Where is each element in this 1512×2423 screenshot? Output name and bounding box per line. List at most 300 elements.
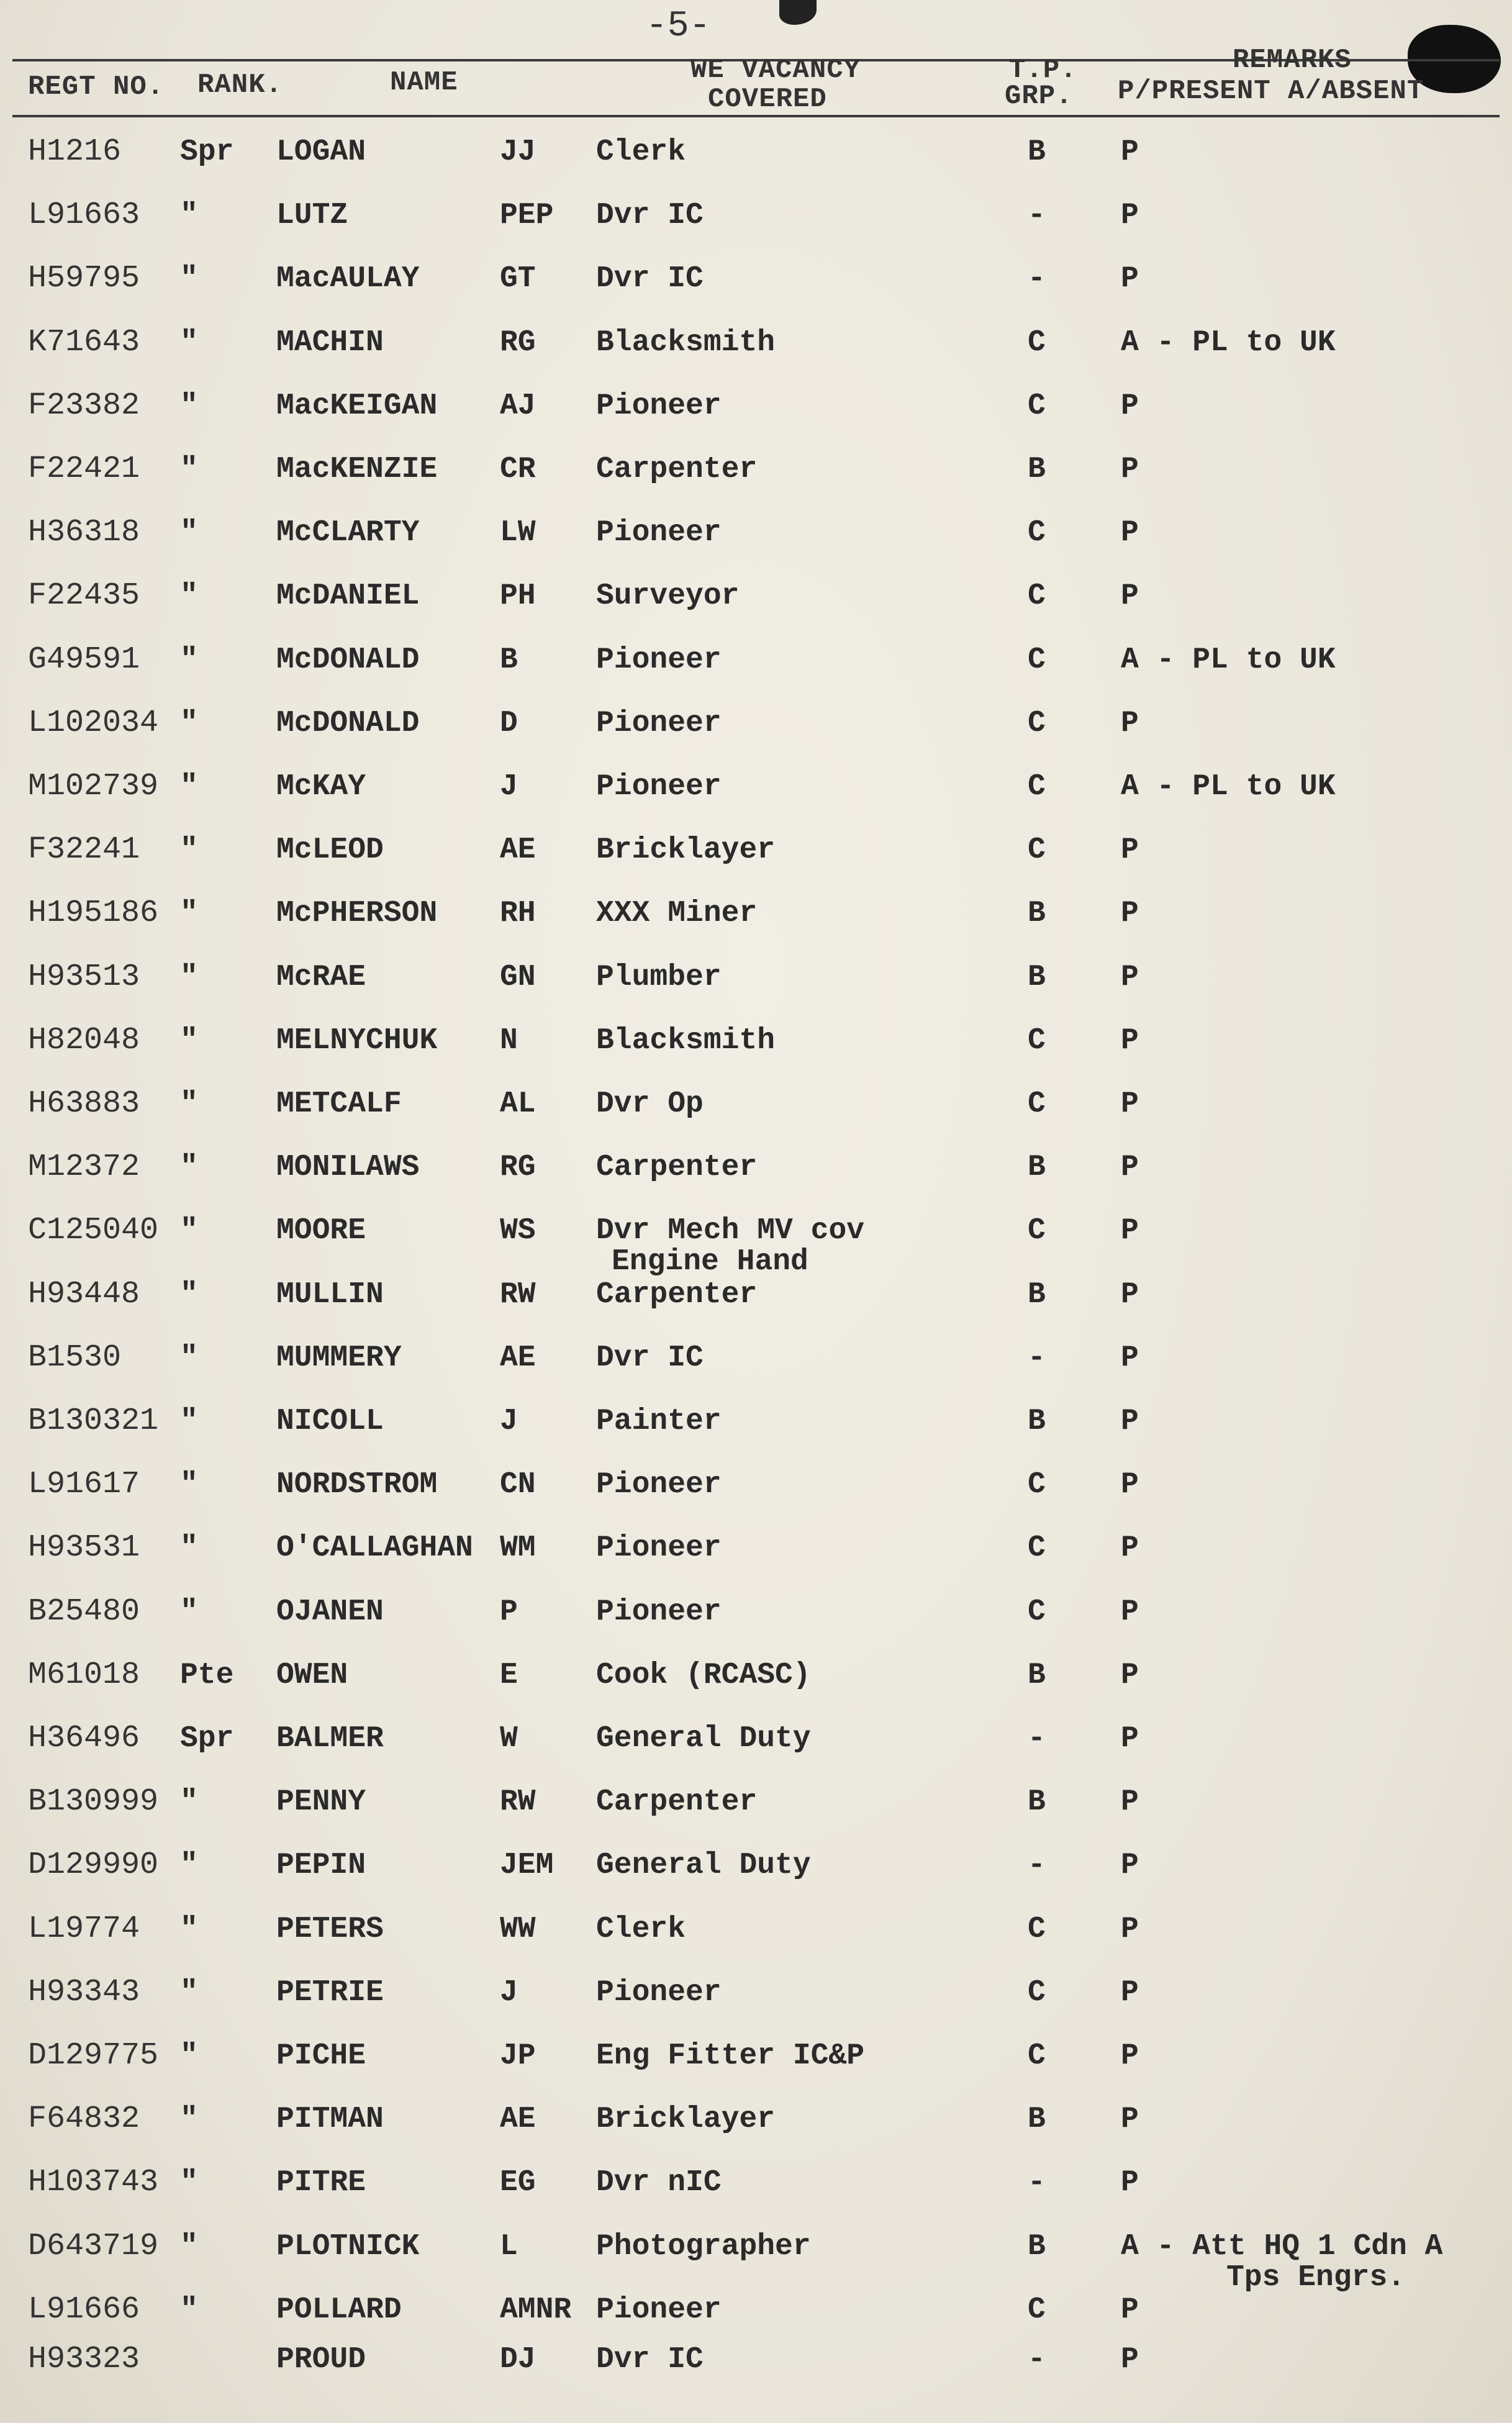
table-row [0, 324, 1512, 386]
tp-group: C [1028, 516, 1046, 550]
rank: " [180, 1151, 198, 1185]
rank: " [180, 1087, 198, 1121]
regt-no: H93323 [28, 2341, 140, 2377]
table-row [0, 641, 1512, 704]
tp-group: C [1028, 389, 1046, 423]
vacancy-covered: Dvr Op [596, 1087, 704, 1121]
surname: LUTZ [276, 199, 348, 233]
tp-group: B [1028, 1277, 1046, 1311]
vacancy-covered: General Duty [596, 1849, 811, 1883]
surname: MONILAWS [276, 1151, 420, 1185]
initials: RG [500, 1151, 536, 1185]
rank: " [180, 1595, 198, 1629]
initials: JEM [500, 1849, 554, 1883]
vacancy-covered: Pioneer [596, 516, 722, 550]
initials: AMNR [500, 2293, 572, 2327]
header-name: NAME [390, 67, 458, 98]
table-row [0, 134, 1512, 196]
remarks: P [1121, 2103, 1139, 2137]
table-row [0, 260, 1512, 322]
rank: " [180, 1531, 198, 1565]
table-row [0, 895, 1512, 957]
vacancy-covered: Dvr IC [596, 2342, 704, 2376]
regt-no: H36318 [28, 515, 140, 551]
tp-group: - [1028, 2342, 1046, 2376]
tp-group: C [1028, 1087, 1046, 1121]
regt-no: B130321 [28, 1403, 159, 1439]
regt-no: H63883 [28, 1086, 140, 1121]
vacancy-covered: Dvr IC [596, 1341, 704, 1375]
tp-group: B [1028, 1785, 1046, 1819]
vacancy-covered: Eng Fitter IC&P [596, 2039, 865, 2073]
regt-no: H1216 [28, 134, 122, 170]
vacancy-covered: Photographer [596, 2229, 811, 2263]
vacancy-covered: Cook (RCASC) [596, 1658, 811, 1692]
rank: " [180, 1214, 198, 1248]
regt-no: B25480 [28, 1593, 140, 1629]
remarks: P [1121, 389, 1139, 423]
regt-no: H93531 [28, 1530, 140, 1566]
initials: J [500, 1975, 518, 2009]
remarks: A - PL to UK [1121, 770, 1336, 804]
vacancy-covered: Pioneer [596, 1468, 722, 1502]
table-row [0, 1466, 1512, 1528]
vacancy-covered: Pioneer [596, 1531, 722, 1565]
vacancy-covered: Painter [596, 1405, 722, 1438]
surname: PITMAN [276, 2103, 384, 2137]
tp-group: - [1028, 1849, 1046, 1883]
regt-no: B1530 [28, 1339, 122, 1375]
remarks: P [1121, 1214, 1139, 1248]
surname: MUMMERY [276, 1341, 402, 1375]
table-row [0, 1022, 1512, 1084]
surname: MOORE [276, 1214, 366, 1248]
vacancy-covered: Pioneer [596, 1975, 722, 2009]
rank: " [180, 1468, 198, 1502]
header-rule-bottom [12, 115, 1500, 117]
remarks: P [1121, 1785, 1139, 1819]
initials: E [500, 1658, 518, 1692]
surname: LOGAN [276, 135, 366, 169]
remarks: P [1121, 2342, 1139, 2376]
initials: AJ [500, 389, 536, 423]
tp-group: C [1028, 643, 1046, 677]
table-row [0, 1085, 1512, 1148]
tp-group: B [1028, 453, 1046, 486]
regt-no: H59795 [28, 261, 140, 297]
surname: MacAULAY [276, 262, 420, 296]
surname: McPHERSON [276, 897, 438, 931]
rank: " [180, 1912, 198, 1946]
initials: JJ [500, 135, 536, 169]
vacancy-covered: Pioneer [596, 770, 722, 804]
remarks: P [1121, 960, 1139, 994]
regt-no: H103743 [28, 2165, 159, 2201]
regt-no: H195186 [28, 895, 159, 931]
tp-group: C [1028, 2293, 1046, 2327]
table-row [0, 1276, 1512, 1338]
vacancy-covered: Dvr nIC [596, 2166, 722, 2200]
regt-no: L102034 [28, 705, 159, 741]
regt-no: F32241 [28, 832, 140, 868]
remarks: P [1121, 199, 1139, 233]
rank: " [180, 389, 198, 423]
rank: " [180, 2293, 198, 2327]
rank: " [180, 1785, 198, 1819]
initials: RW [500, 1785, 536, 1819]
tp-group: B [1028, 1151, 1046, 1185]
tp-group: C [1028, 1975, 1046, 2009]
vacancy-covered: Pioneer [596, 1595, 722, 1629]
initials: CN [500, 1468, 536, 1502]
remarks: P [1121, 1151, 1139, 1185]
table-row [0, 514, 1512, 576]
vacancy-covered: Plumber [596, 960, 722, 994]
remarks: A - Att HQ 1 Cdn A [1121, 2229, 1443, 2263]
surname: PETRIE [276, 1975, 384, 2009]
surname: POLLARD [276, 2293, 402, 2327]
surname: McDONALD [276, 706, 420, 740]
rank: " [180, 579, 198, 614]
initials: JP [500, 2039, 536, 2073]
initials: J [500, 1405, 518, 1438]
regt-no: L91666 [28, 2291, 140, 2327]
initials: AL [500, 1087, 536, 1121]
regt-no: L19774 [28, 1911, 140, 1947]
tp-group: C [1028, 1023, 1046, 1058]
remarks: P [1121, 2293, 1139, 2327]
rank: " [180, 325, 198, 360]
table-row [0, 1783, 1512, 1846]
vacancy-covered: Bricklayer [596, 833, 776, 867]
remarks: P [1121, 516, 1139, 550]
regt-no: F22421 [28, 451, 140, 487]
vacancy-covered: Dvr IC [596, 262, 704, 296]
table-row [0, 387, 1512, 450]
initials: WW [500, 1912, 536, 1946]
vacancy-covered: Carpenter [596, 1785, 758, 1819]
table-row [0, 705, 1512, 767]
rank: " [180, 770, 198, 804]
initials: RG [500, 325, 536, 360]
tp-group: C [1028, 579, 1046, 614]
rank: " [180, 1341, 198, 1375]
tp-group: C [1028, 325, 1046, 360]
initials: RW [500, 1277, 536, 1311]
tp-group: C [1028, 1912, 1046, 1946]
vacancy-covered: XXX Miner [596, 897, 758, 931]
header-regt-no: REGT NO. [28, 71, 165, 102]
tp-group: B [1028, 2103, 1046, 2137]
remarks: P [1121, 1087, 1139, 1121]
rank: " [180, 453, 198, 486]
regt-no: D643719 [28, 2228, 159, 2264]
surname: McDANIEL [276, 579, 420, 614]
initials: CR [500, 453, 536, 486]
initials: L [500, 2229, 518, 2263]
table-row [0, 1720, 1512, 1782]
regt-no: M102739 [28, 769, 159, 804]
remarks: P [1121, 579, 1139, 614]
regt-no: M12372 [28, 1149, 140, 1185]
rank: " [180, 2166, 198, 2200]
initials: WM [500, 1531, 536, 1565]
table-row [0, 2164, 1512, 2226]
remarks: P [1121, 1975, 1139, 2009]
initials: D [500, 706, 518, 740]
vacancy-covered: Bricklayer [596, 2103, 776, 2137]
surname: McLEOD [276, 833, 384, 867]
tp-group: B [1028, 2229, 1046, 2263]
header-tp-line1: T.P. [1009, 55, 1077, 86]
initials: DJ [500, 2342, 536, 2376]
regt-no: H82048 [28, 1022, 140, 1058]
tp-group: B [1028, 960, 1046, 994]
rank: " [180, 199, 198, 233]
page-number: -5- [646, 6, 711, 47]
rank: " [180, 2039, 198, 2073]
surname: MacKENZIE [276, 453, 438, 486]
surname: OWEN [276, 1658, 348, 1692]
regt-no: M61018 [28, 1657, 140, 1693]
remarks: P [1121, 1023, 1139, 1058]
surname: O'CALLAGHAN [276, 1531, 473, 1565]
surname: NORDSTROM [276, 1468, 438, 1502]
table-row [0, 2037, 1512, 2099]
tp-group: B [1028, 1405, 1046, 1438]
regt-no: F23382 [28, 387, 140, 423]
initials: W [500, 1722, 518, 1755]
surname: PENNY [276, 1785, 366, 1819]
remarks: P [1121, 2039, 1139, 2073]
surname: McKAY [276, 770, 366, 804]
table-row [0, 768, 1512, 830]
tp-group: - [1028, 2166, 1046, 2200]
remarks-line2: Tps Engrs. [1226, 2260, 1406, 2294]
remarks: P [1121, 1405, 1139, 1438]
table-row [0, 1911, 1512, 1973]
initials: RH [500, 897, 536, 931]
initials: PH [500, 579, 536, 614]
remarks: P [1121, 1468, 1139, 1502]
initials: B [500, 643, 518, 677]
remarks: P [1121, 833, 1139, 867]
table-row [0, 1974, 1512, 2036]
regt-no: G49591 [28, 641, 140, 677]
vacancy-covered: Carpenter [596, 1277, 758, 1311]
table-row [0, 1529, 1512, 1592]
regt-no: F22435 [28, 578, 140, 614]
tp-group: C [1028, 833, 1046, 867]
vacancy-covered: General Duty [596, 1722, 811, 1755]
initials: GN [500, 960, 536, 994]
rank: " [180, 1849, 198, 1883]
table-row [0, 1149, 1512, 1211]
rank: " [180, 1405, 198, 1438]
initials: LW [500, 516, 536, 550]
initials: GT [500, 262, 536, 296]
table-row [0, 1657, 1512, 1719]
remarks: P [1121, 1658, 1139, 1692]
regt-no: B130999 [28, 1784, 159, 1820]
table-row [0, 831, 1512, 894]
tp-group: C [1028, 2039, 1046, 2073]
rank: " [180, 1975, 198, 2009]
remarks: P [1121, 897, 1139, 931]
regt-no: K71643 [28, 324, 140, 360]
table-row [0, 2101, 1512, 2163]
vacancy-covered: Clerk [596, 1912, 686, 1946]
surname: McCLARTY [276, 516, 420, 550]
surname: McDONALD [276, 643, 420, 677]
initials: AE [500, 1341, 536, 1375]
surname: METCALF [276, 1087, 402, 1121]
rank: " [180, 516, 198, 550]
rank: " [180, 1023, 198, 1058]
rank: Pte [180, 1658, 234, 1692]
tp-group: - [1028, 1722, 1046, 1755]
initials: AE [500, 833, 536, 867]
surname: MULLIN [276, 1277, 384, 1311]
vacancy-covered: Surveyor [596, 579, 740, 614]
surname: PEPIN [276, 1849, 366, 1883]
vacancy-covered: Carpenter [596, 453, 758, 486]
vacancy-covered: Blacksmith [596, 325, 776, 360]
remarks: P [1121, 1595, 1139, 1629]
rank: " [180, 706, 198, 740]
tp-group: - [1028, 199, 1046, 233]
vacancy-covered: Clerk [596, 135, 686, 169]
rank: " [180, 960, 198, 994]
initials: WS [500, 1214, 536, 1248]
tp-group: C [1028, 770, 1046, 804]
remarks: A - PL to UK [1121, 325, 1336, 360]
tp-group: - [1028, 1341, 1046, 1375]
rank: " [180, 643, 198, 677]
initials: EG [500, 2166, 536, 2200]
table-row [0, 577, 1512, 640]
surname: NICOLL [276, 1405, 384, 1438]
remarks: P [1121, 1912, 1139, 1946]
surname: OJANEN [276, 1595, 384, 1629]
remarks: P [1121, 2166, 1139, 2200]
tp-group: C [1028, 1468, 1046, 1502]
rank: Spr [180, 135, 234, 169]
remarks: P [1121, 1277, 1139, 1311]
tp-group: - [1028, 262, 1046, 296]
remarks: P [1121, 1849, 1139, 1883]
ink-smudge [779, 0, 817, 25]
tp-group: C [1028, 1214, 1046, 1248]
table-row [0, 1593, 1512, 1655]
regt-no: H93513 [28, 959, 140, 995]
regt-no: H36496 [28, 1721, 140, 1756]
surname: PICHE [276, 2039, 366, 2073]
table-row [0, 1403, 1512, 1465]
initials: PEP [500, 199, 554, 233]
regt-no: H93448 [28, 1276, 140, 1312]
rank: " [180, 833, 198, 867]
surname: BALMER [276, 1722, 384, 1755]
tp-group: B [1028, 1658, 1046, 1692]
rank: " [180, 262, 198, 296]
surname: PITRE [276, 2166, 366, 2200]
tp-group: B [1028, 897, 1046, 931]
regt-no: D129990 [28, 1847, 159, 1883]
header-rank: RANK. [197, 70, 283, 101]
regt-no: C125040 [28, 1213, 159, 1249]
regt-no: L91663 [28, 197, 140, 233]
rank: " [180, 2229, 198, 2263]
surname: PETERS [276, 1912, 384, 1946]
vacancy-covered: Blacksmith [596, 1023, 776, 1058]
regt-no: H93343 [28, 1974, 140, 2010]
remarks: P [1121, 1722, 1139, 1755]
surname: MACHIN [276, 325, 384, 360]
table-row [0, 1339, 1512, 1402]
surname: PLOTNICK [276, 2229, 420, 2263]
vacancy-covered: Pioneer [596, 643, 722, 677]
table-row [0, 2341, 1512, 2403]
regt-no: L91617 [28, 1467, 140, 1503]
vacancy-covered-line2: Engine Hand [612, 1245, 808, 1279]
remarks: P [1121, 1531, 1139, 1565]
regt-no: F64832 [28, 2101, 140, 2137]
initials: N [500, 1023, 518, 1058]
table-row [0, 2228, 1512, 2294]
table-row [0, 1847, 1512, 1909]
surname: MacKEIGAN [276, 389, 438, 423]
rank: " [180, 1277, 198, 1311]
initials: J [500, 770, 518, 804]
remarks: P [1121, 262, 1139, 296]
initials: P [500, 1595, 518, 1629]
remarks: P [1121, 135, 1139, 169]
remarks: P [1121, 706, 1139, 740]
table-row [0, 197, 1512, 259]
initials: AE [500, 2103, 536, 2137]
vacancy-covered: Dvr Mech MV cov [596, 1214, 865, 1248]
tp-group: C [1028, 706, 1046, 740]
remarks: P [1121, 453, 1139, 486]
header-tp-line2: GRP. [1005, 81, 1073, 112]
surname: MELNYCHUK [276, 1023, 438, 1058]
vacancy-covered: Dvr IC [596, 199, 704, 233]
table-row [0, 451, 1512, 513]
header-vacancy-line1: WE VACANCY [690, 55, 861, 86]
header-remarks: REMARKS [1233, 45, 1352, 76]
rank: Spr [180, 1722, 234, 1755]
surname: PROUD [276, 2342, 366, 2376]
table-row [0, 959, 1512, 1021]
remarks: A - PL to UK [1121, 643, 1336, 677]
rank: " [180, 2103, 198, 2137]
remarks: P [1121, 1341, 1139, 1375]
tp-group: C [1028, 1531, 1046, 1565]
table-row [0, 1212, 1512, 1279]
surname: McRAE [276, 960, 366, 994]
tp-group: B [1028, 135, 1046, 169]
rank: " [180, 897, 198, 931]
vacancy-covered: Carpenter [596, 1151, 758, 1185]
vacancy-covered: Pioneer [596, 2293, 722, 2327]
tp-group: C [1028, 1595, 1046, 1629]
vacancy-covered: Pioneer [596, 389, 722, 423]
vacancy-covered: Pioneer [596, 706, 722, 740]
header-remarks-key: P/PRESENT A/ABSENT [1118, 76, 1424, 107]
regt-no: D129775 [28, 2038, 159, 2073]
header-vacancy-line2: COVERED [708, 84, 827, 115]
